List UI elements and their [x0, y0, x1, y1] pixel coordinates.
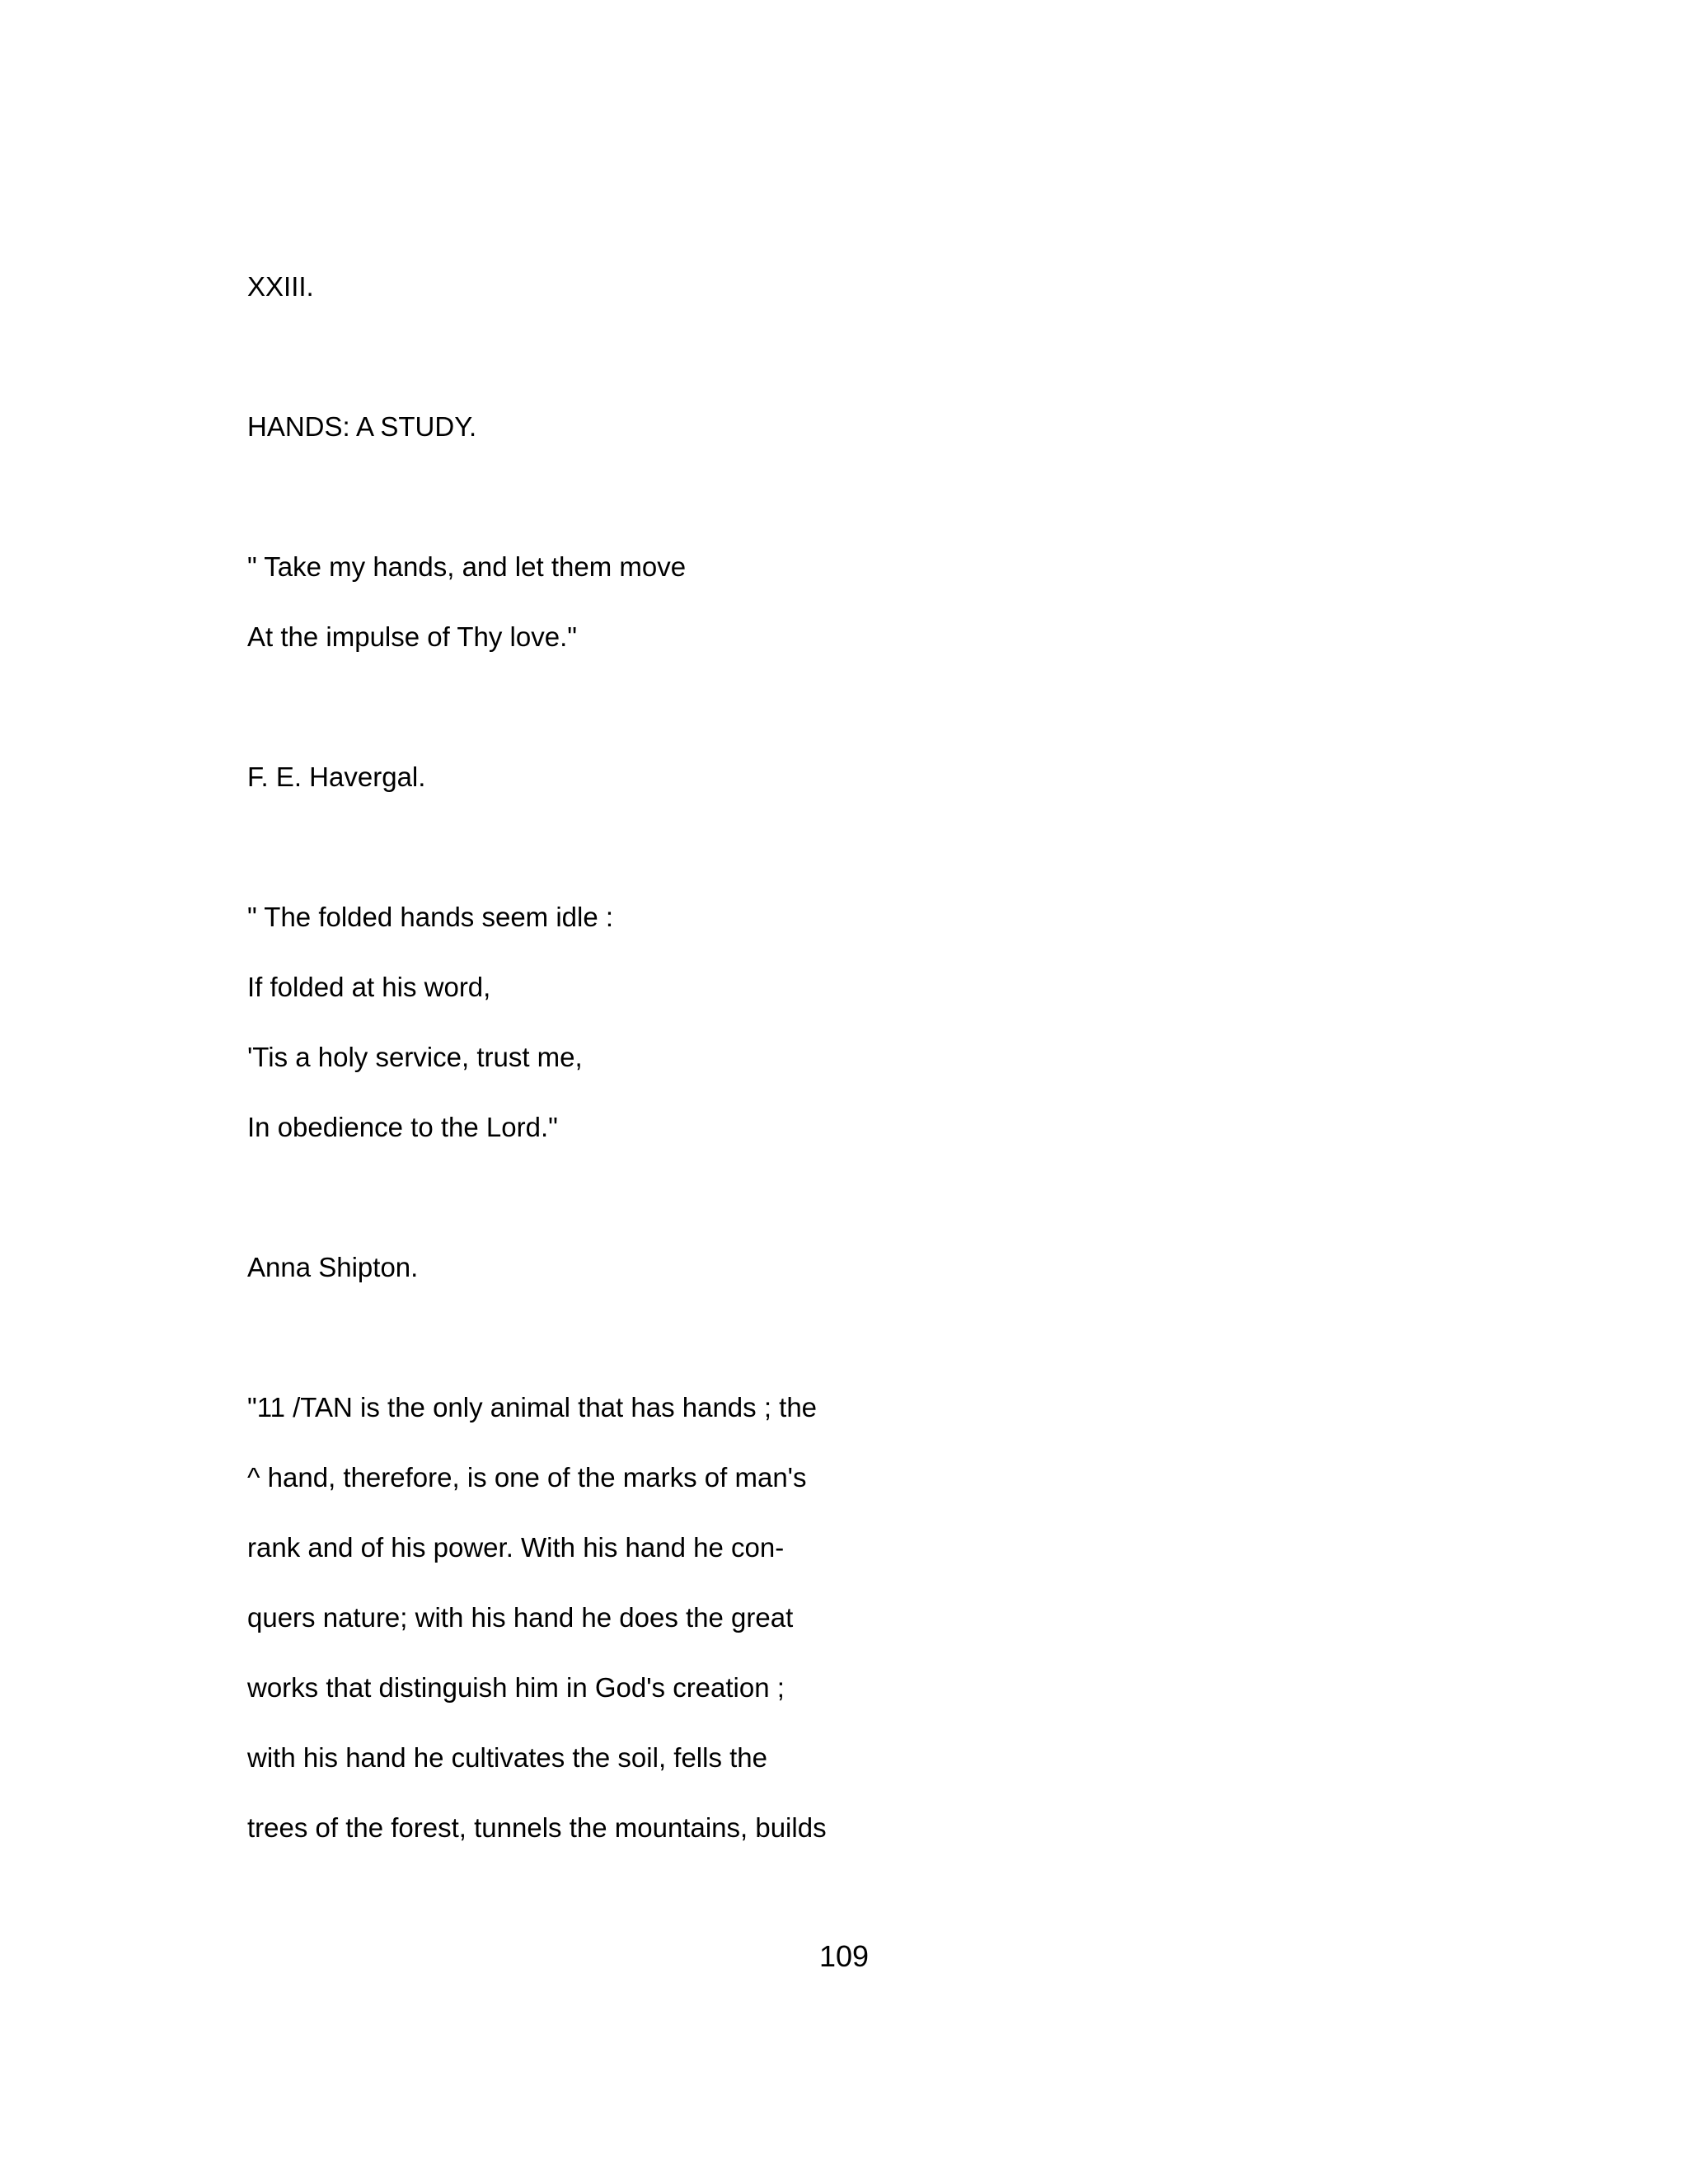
body-line: trees of the forest, tunnels the mountains, builds	[247, 1812, 827, 1843]
page-number: 109	[818, 1939, 870, 1973]
body-line: rank and of his power. With his hand he con-	[247, 1532, 785, 1563]
body-line: "11 /TAN is the only animal that has hands ; the	[247, 1392, 818, 1422]
epigraph-1-line: " Take my hands, and let them move	[247, 551, 687, 582]
epigraph-2-line: If folded at his word,	[247, 972, 491, 1002]
epigraph-1-attribution: F. E. Havergal.	[247, 762, 426, 792]
epigraph-2-line: In obedience to the Lord."	[247, 1112, 558, 1142]
body-line: works that distinguish him in God's creation ;	[247, 1672, 785, 1703]
epigraph-1-line: At the impulse of Thy love."	[247, 621, 577, 652]
chapter-title: HANDS: A STUDY.	[247, 411, 477, 442]
epigraph-2-attribution: Anna Shipton.	[247, 1252, 419, 1282]
epigraph-2-line: " The folded hands seem idle :	[247, 902, 614, 932]
chapter-number: XXIII.	[247, 271, 314, 302]
body-line: ^ hand, therefore, is one of the marks of man's	[247, 1462, 807, 1493]
epigraph-2-line: 'Tis a holy service, trust me,	[247, 1042, 583, 1072]
body-line: quers nature; with his hand he does the great	[247, 1602, 794, 1633]
body-line: with his hand he cultivates the soil, fells the	[247, 1742, 768, 1773]
